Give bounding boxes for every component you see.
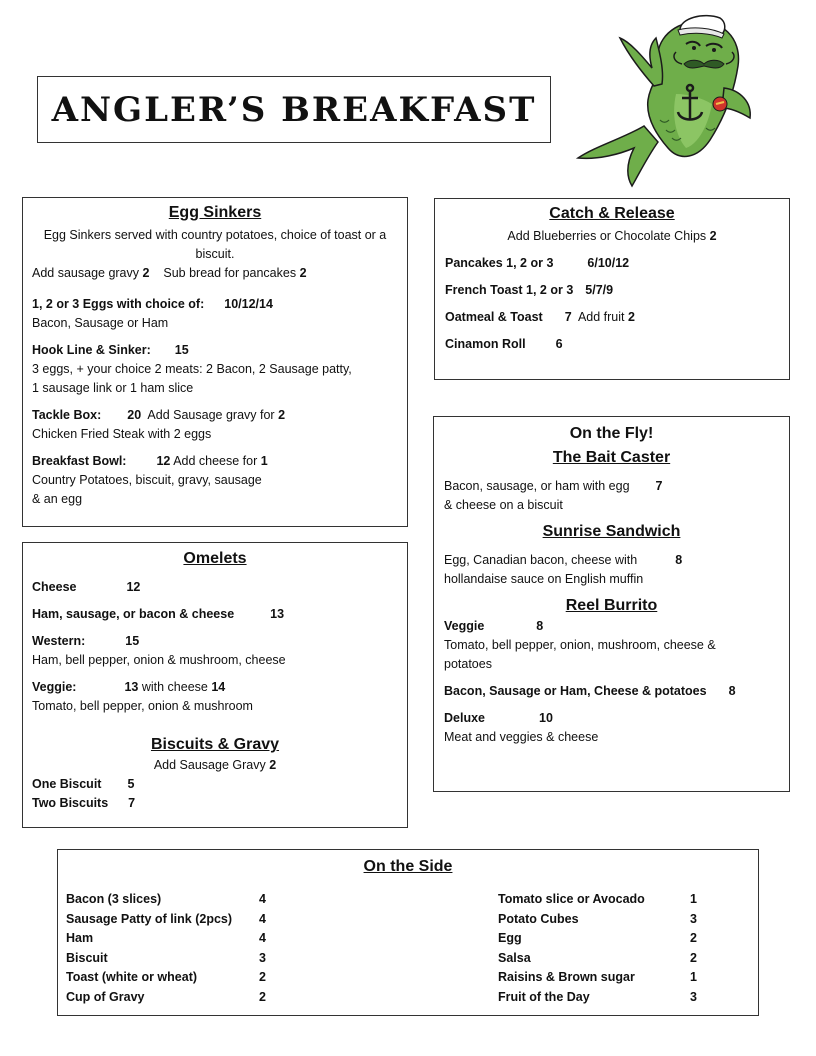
egg-sinkers-section xyxy=(22,197,408,527)
menu-item: Bacon, sausage, or ham with egg 7 & cheese on a biscuit xyxy=(444,479,663,512)
menu-item: Egg, Canadian bacon, cheese with 8 hollandaise sauce on English muffin xyxy=(444,553,683,586)
egg-sinkers-description: Egg Sinkers served with country potatoes, choice of toast or a biscuit. xyxy=(43,228,387,261)
menu-item: Western: 15 Ham, bell pepper, onion & mushroom, cheese xyxy=(32,634,286,667)
menu-item: Oatmeal & Toast 7 Add fruit 2 xyxy=(445,310,635,324)
fish-mascot-icon xyxy=(574,8,774,188)
page-title: ANGLER’S BREAKFAST xyxy=(51,90,537,130)
list-item: Raisins & Brown sugar 1 xyxy=(498,970,697,984)
menu-item: Cinamon Roll 6 xyxy=(445,337,563,351)
omelets-section xyxy=(22,542,408,828)
sides-right-column xyxy=(498,892,748,1009)
menu-item: Veggie 8 Tomato, bell pepper, onion, mushroom, cheese & potatoes xyxy=(444,619,716,671)
egg-sinkers-addons: Add sausage gravy 2 Sub bread for pancakes 2 xyxy=(32,266,307,280)
list-item: Bacon (3 slices) 4 xyxy=(66,892,266,906)
menu-item: French Toast 1, 2 or 3 5/7/9 xyxy=(445,283,614,297)
catch-release-section xyxy=(434,198,790,380)
title-box xyxy=(37,76,551,143)
list-item: Toast (white or wheat) 2 xyxy=(66,970,266,984)
omelets-heading: Omelets xyxy=(183,550,247,567)
on-the-side-heading: On the Side xyxy=(363,858,453,875)
menu-item: Breakfast Bowl: 12 Add cheese for 1 Country Potatoes, biscuit, gravy, sausage & an egg xyxy=(32,454,268,506)
biscuits-heading: Biscuits & Gravy xyxy=(150,736,280,753)
menu-item: One Biscuit 5 xyxy=(32,777,135,791)
menu-item: Ham, sausage, or bacon & cheese 13 xyxy=(32,607,285,621)
menu-item: Bacon, Sausage or Ham, Cheese & potatoes 8 xyxy=(444,684,736,698)
egg-sinkers-heading: Egg Sinkers xyxy=(168,204,262,221)
list-item: Sausage Patty of link (2pcs) 4 xyxy=(66,911,266,926)
list-item: Salsa 2 xyxy=(498,950,697,965)
list-item: Tomato slice or Avocado 1 xyxy=(498,892,697,906)
menu-item: Deluxe 10 Meat and veggies & cheese xyxy=(444,711,599,744)
catch-release-addon: Add Blueberries or Chocolate Chips 2 xyxy=(507,229,717,243)
sides-left-column xyxy=(66,892,326,1009)
list-item: Biscuit 3 xyxy=(66,950,266,965)
on-the-side-section xyxy=(57,849,759,1016)
list-item: Fruit of the Day 3 xyxy=(498,989,697,1004)
menu-item: Hook Line & Sinker: 15 3 eggs, + your choice 2 meats: 2 Bacon, 2 Sausage patty, 1 sausage link or 1 ham slice xyxy=(32,343,352,395)
menu-item: 1, 2 or 3 Eggs with choice of: 10/12/14 Bacon, Sausage or Ham xyxy=(32,297,273,330)
list-item: Cup of Gravy 2 xyxy=(66,989,266,1004)
menu-item: Pancakes 1, 2 or 3 6/10/12 xyxy=(445,256,630,270)
reel-burrito-heading: Reel Burrito xyxy=(565,597,658,614)
on-the-fly-section xyxy=(433,416,790,792)
menu-item: Veggie: 13 with cheese 14 Tomato, bell pepper, onion & mushroom xyxy=(32,680,253,713)
catch-release-heading: Catch & Release xyxy=(549,205,675,222)
menu-item: Tackle Box: 20 Add Sausage gravy for 2 Chicken Fried Steak with 2 eggs xyxy=(32,408,286,441)
sunrise-sandwich-heading: Sunrise Sandwich xyxy=(542,523,681,540)
menu-item: Two Biscuits 7 xyxy=(32,796,136,810)
on-the-fly-heading: On the Fly! xyxy=(569,425,654,442)
bait-caster-heading: The Bait Caster xyxy=(552,449,671,466)
biscuits-addon: Add Sausage Gravy 2 xyxy=(153,758,277,772)
list-item: Egg 2 xyxy=(498,931,697,945)
list-item: Ham 4 xyxy=(66,931,266,945)
menu-item: Cheese 12 xyxy=(32,580,141,594)
list-item: Potato Cubes 3 xyxy=(498,911,697,926)
